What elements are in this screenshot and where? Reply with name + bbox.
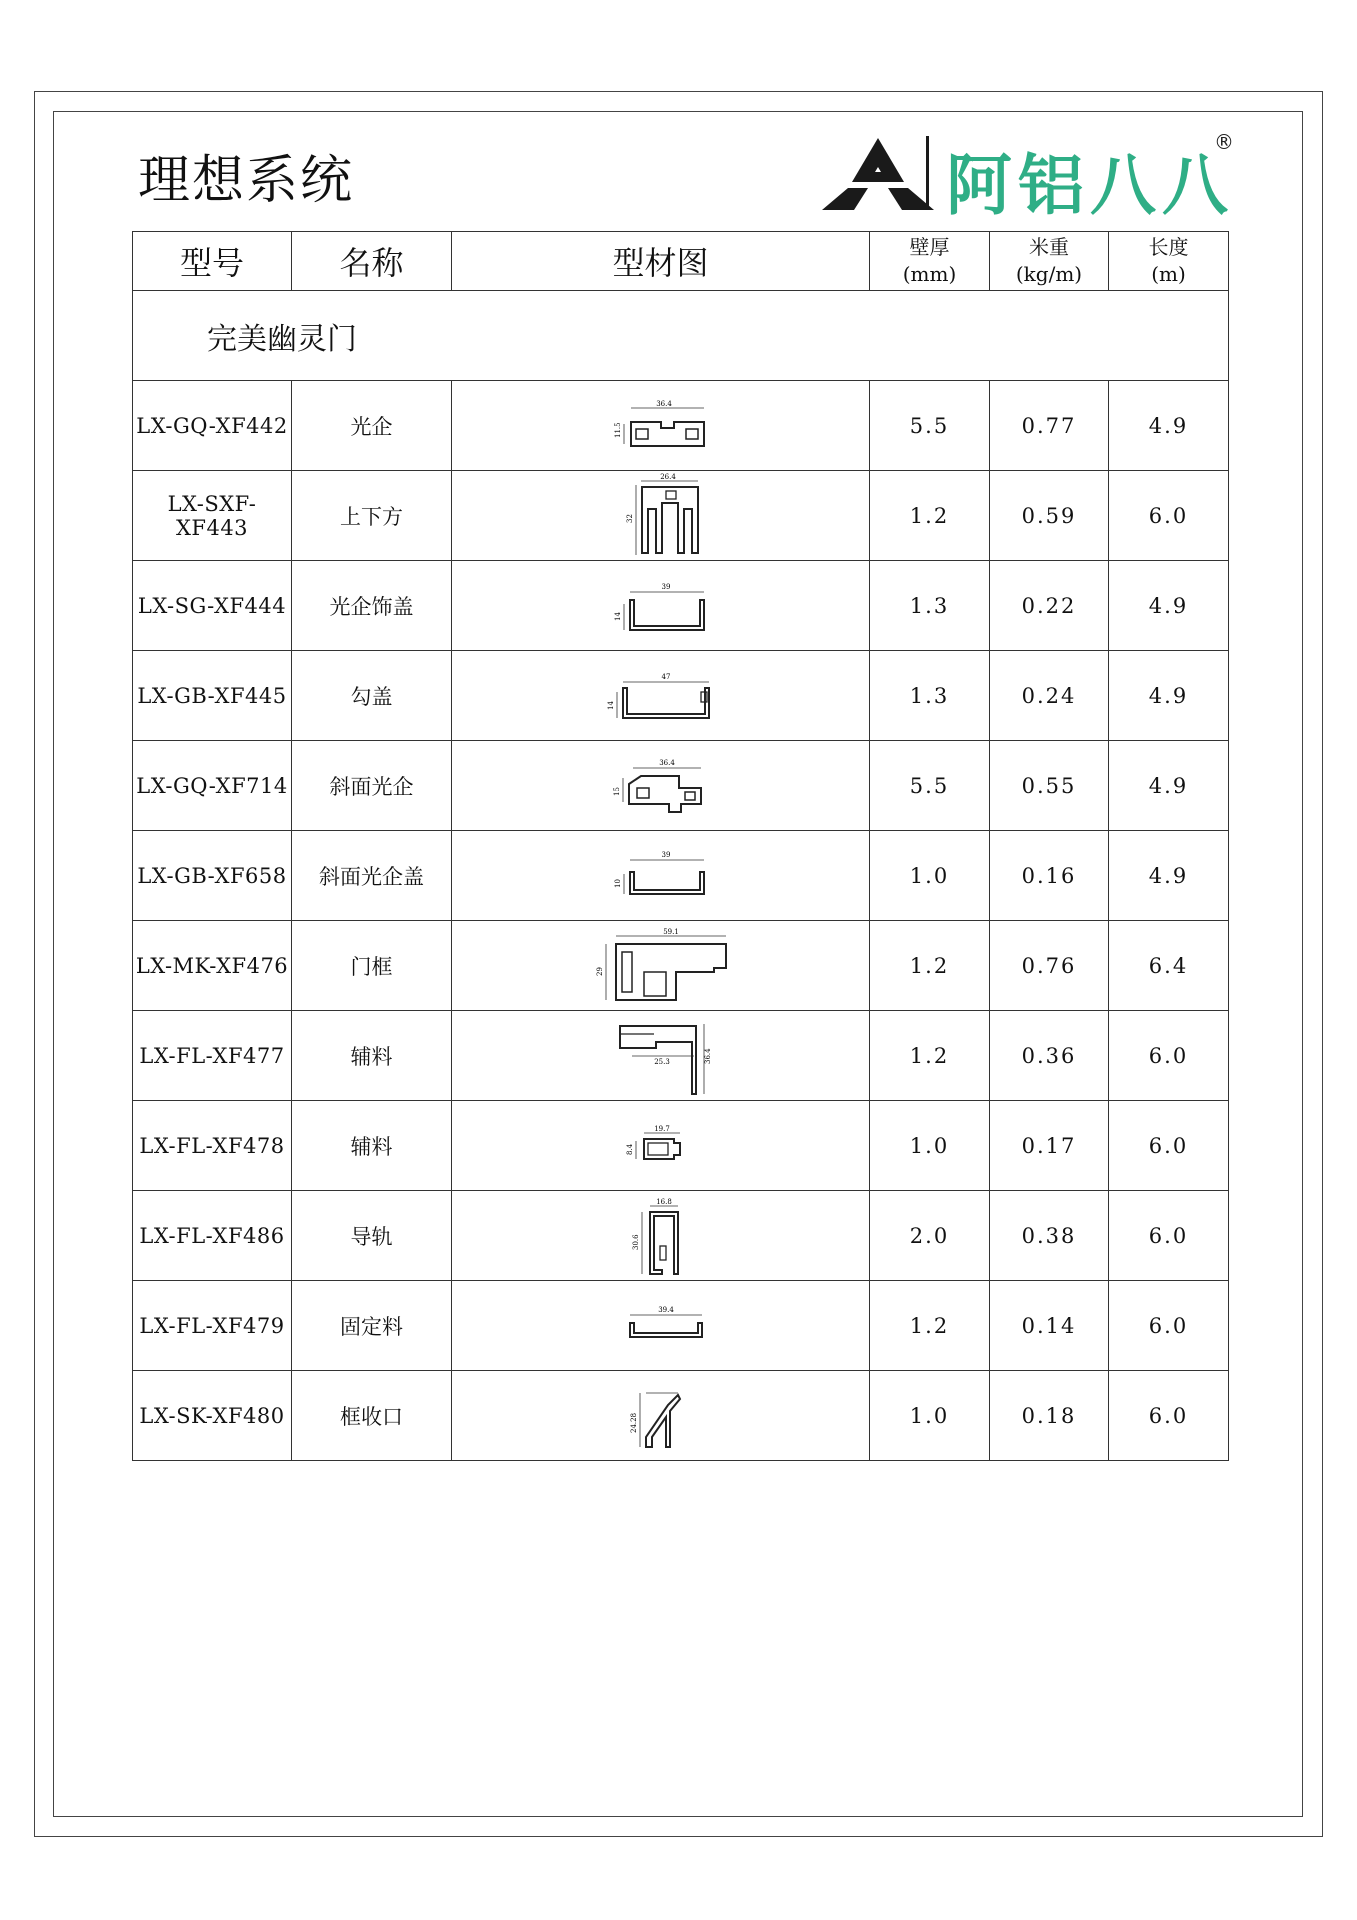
registered-mark: ® xyxy=(1214,130,1234,154)
row-weight: 0.77 xyxy=(990,381,1109,471)
table-row xyxy=(133,1281,1229,1371)
row-code: LX-GB-XF445 xyxy=(133,651,292,741)
row-length: 6.0 xyxy=(1109,1101,1229,1191)
profile-drawing xyxy=(452,381,870,471)
row-length: 6.0 xyxy=(1109,471,1229,561)
table-row xyxy=(133,1011,1229,1101)
row-length: 6.0 xyxy=(1109,1371,1229,1461)
svg-text:30.6: 30.6 xyxy=(631,1233,640,1250)
row-length: 4.9 xyxy=(1109,741,1229,831)
profile-drawing xyxy=(452,471,870,561)
row-name: 导轨 xyxy=(292,1191,452,1281)
svg-text:14: 14 xyxy=(613,611,622,621)
row-code: LX-GB-XF658 xyxy=(133,831,292,921)
svg-text:25.3: 25.3 xyxy=(653,1057,670,1066)
table-row xyxy=(133,471,1229,561)
row-length: 4.9 xyxy=(1109,561,1229,651)
row-weight: 0.76 xyxy=(990,921,1109,1011)
profile-table xyxy=(132,231,1229,1461)
row-weight: 0.55 xyxy=(990,741,1109,831)
section-row xyxy=(133,291,1229,381)
row-code: LX-SXF-XF443 xyxy=(133,471,292,561)
row-length: 4.9 xyxy=(1109,651,1229,741)
profile-drawing xyxy=(452,1191,870,1281)
row-weight: 0.16 xyxy=(990,831,1109,921)
profile-drawing xyxy=(452,921,870,1011)
row-weight: 0.14 xyxy=(990,1281,1109,1371)
section-title: 完美幽灵门 xyxy=(133,291,1229,381)
row-name: 上下方 xyxy=(292,471,452,561)
table-row xyxy=(133,831,1229,921)
svg-text:24.28: 24.28 xyxy=(629,1412,638,1433)
row-name: 固定料 xyxy=(292,1281,452,1371)
row-name: 门框 xyxy=(292,921,452,1011)
row-weight: 0.38 xyxy=(990,1191,1109,1281)
svg-text:39: 39 xyxy=(661,582,670,591)
row-weight: 0.59 xyxy=(990,471,1109,561)
row-weight: 0.18 xyxy=(990,1371,1109,1461)
row-name: 斜面光企盖 xyxy=(292,831,452,921)
profile-drawing xyxy=(452,651,870,741)
svg-text:19.7: 19.7 xyxy=(653,1124,670,1133)
svg-text:39: 39 xyxy=(661,850,670,859)
profile-drawing xyxy=(452,1281,870,1371)
header-model: 型号 xyxy=(133,232,292,291)
row-thickness: 1.0 xyxy=(870,831,990,921)
profile-drawing xyxy=(452,741,870,831)
row-name: 辅料 xyxy=(292,1101,452,1191)
profile-drawing xyxy=(452,1371,870,1461)
row-length: 6.0 xyxy=(1109,1191,1229,1281)
row-code: LX-SK-XF480 xyxy=(133,1371,292,1461)
profile-drawing xyxy=(452,831,870,921)
row-code: LX-GQ-XF442 xyxy=(133,381,292,471)
svg-text:47: 47 xyxy=(661,672,670,681)
row-length: 4.9 xyxy=(1109,831,1229,921)
row-length: 6.0 xyxy=(1109,1011,1229,1101)
row-length: 6.4 xyxy=(1109,921,1229,1011)
svg-text:39.4: 39.4 xyxy=(657,1305,674,1314)
svg-text:14: 14 xyxy=(606,700,615,710)
svg-text:36.4: 36.4 xyxy=(655,399,672,408)
header-thickness: 壁厚 (mm) xyxy=(870,232,990,291)
row-name: 斜面光企 xyxy=(292,741,452,831)
row-weight: 0.17 xyxy=(990,1101,1109,1191)
row-thickness: 1.2 xyxy=(870,1011,990,1101)
table-row xyxy=(133,921,1229,1011)
svg-text:15: 15 xyxy=(612,786,621,796)
row-code: LX-FL-XF477 xyxy=(133,1011,292,1101)
row-name: 框收口 xyxy=(292,1371,452,1461)
row-code: LX-SG-XF444 xyxy=(133,561,292,651)
row-name: 勾盖 xyxy=(292,651,452,741)
svg-text:11.5: 11.5 xyxy=(613,421,622,438)
row-thickness: 1.0 xyxy=(870,1371,990,1461)
table-row xyxy=(133,1191,1229,1281)
svg-text:36.4: 36.4 xyxy=(703,1047,712,1064)
svg-text:59.1: 59.1 xyxy=(662,927,679,936)
row-code: LX-GQ-XF714 xyxy=(133,741,292,831)
row-code: LX-FL-XF479 xyxy=(133,1281,292,1371)
row-name: 辅料 xyxy=(292,1011,452,1101)
brand-logo xyxy=(818,130,1238,224)
table-row xyxy=(133,1371,1229,1461)
row-thickness: 1.3 xyxy=(870,561,990,651)
row-name: 光企 xyxy=(292,381,452,471)
logo-divider xyxy=(926,136,929,208)
header-row xyxy=(133,232,1229,291)
row-weight: 0.22 xyxy=(990,561,1109,651)
row-length: 4.9 xyxy=(1109,381,1229,471)
row-thickness: 1.2 xyxy=(870,471,990,561)
row-thickness: 1.3 xyxy=(870,651,990,741)
row-code: LX-FL-XF486 xyxy=(133,1191,292,1281)
profile-drawing xyxy=(452,561,870,651)
brand-name: 阿铝八八 xyxy=(946,147,1234,224)
row-code: LX-MK-XF476 xyxy=(133,921,292,1011)
header-name: 名称 xyxy=(292,232,452,291)
row-name: 光企饰盖 xyxy=(292,561,452,651)
header-drawing: 型材图 xyxy=(452,232,870,291)
table-row xyxy=(133,741,1229,831)
svg-text:32: 32 xyxy=(625,513,634,523)
row-thickness: 1.2 xyxy=(870,1281,990,1371)
row-length: 6.0 xyxy=(1109,1281,1229,1371)
svg-text:10: 10 xyxy=(613,878,622,888)
page-title: 理想系统 xyxy=(138,151,355,211)
svg-text:36.4: 36.4 xyxy=(658,758,675,767)
row-thickness: 5.5 xyxy=(870,741,990,831)
row-thickness: 2.0 xyxy=(870,1191,990,1281)
svg-text:29: 29 xyxy=(595,966,604,976)
row-weight: 0.36 xyxy=(990,1011,1109,1101)
header-weight: 米重 (kg/m) xyxy=(990,232,1109,291)
profile-drawing xyxy=(452,1101,870,1191)
svg-text:26.4: 26.4 xyxy=(659,472,676,481)
table-row xyxy=(133,651,1229,741)
header-length: 长度 (m) xyxy=(1109,232,1229,291)
row-code: LX-FL-XF478 xyxy=(133,1101,292,1191)
row-thickness: 1.2 xyxy=(870,921,990,1011)
table-row xyxy=(133,561,1229,651)
svg-text:8.4: 8.4 xyxy=(625,1143,634,1155)
svg-text:16.8: 16.8 xyxy=(655,1197,672,1206)
profile-drawing xyxy=(452,1011,870,1101)
row-weight: 0.24 xyxy=(990,651,1109,741)
row-thickness: 5.5 xyxy=(870,381,990,471)
table-row xyxy=(133,1101,1229,1191)
triangle-mark-icon xyxy=(818,134,938,214)
row-thickness: 1.0 xyxy=(870,1101,990,1191)
table-row xyxy=(133,381,1229,471)
